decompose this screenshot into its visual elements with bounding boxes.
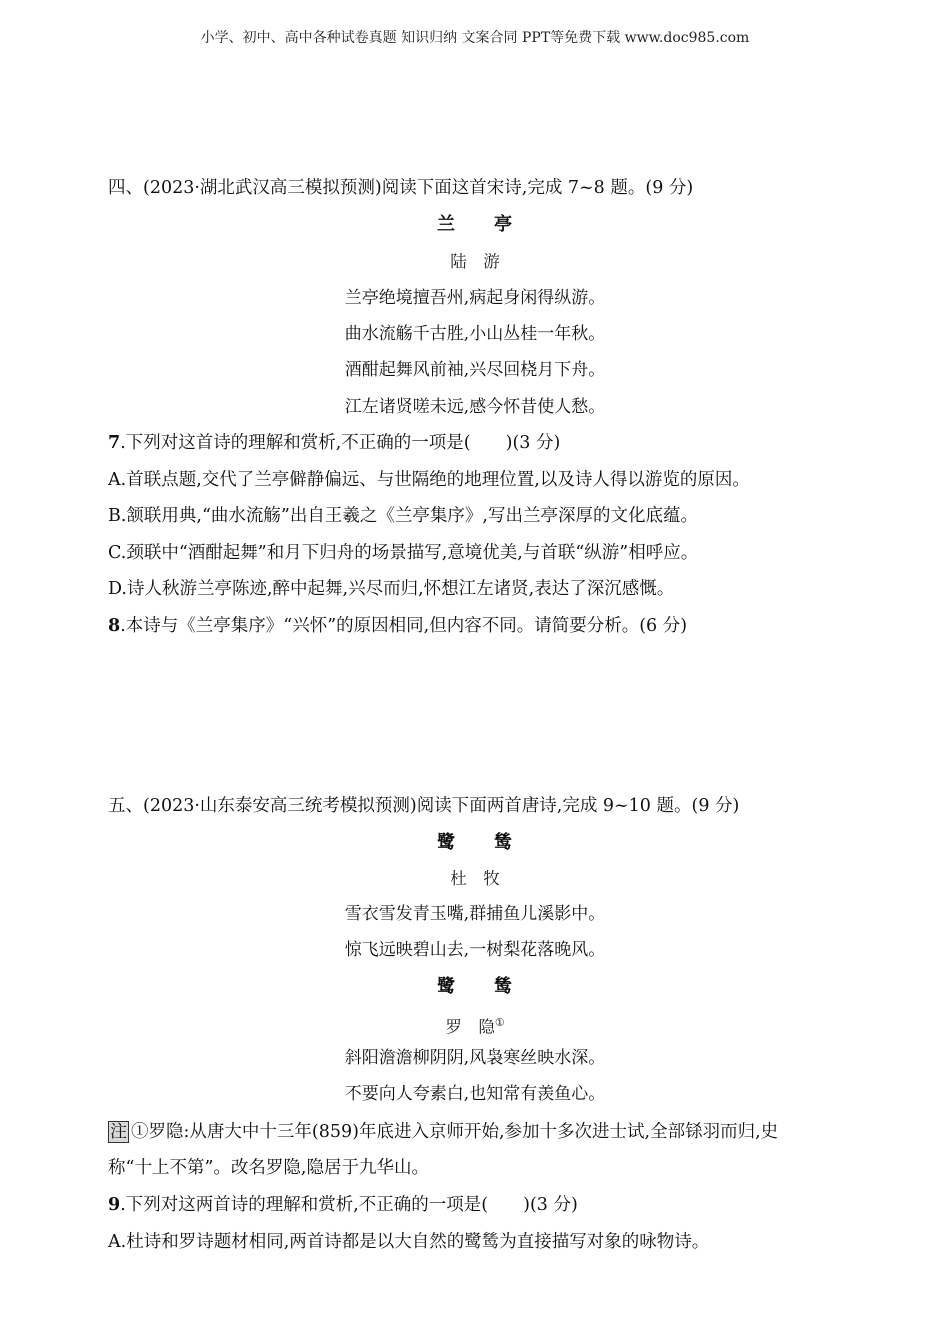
option-a: A.杜诗和罗诗题材相同,两首诗都是以大自然的鹭鸶为直接描写对象的咏物诗。 xyxy=(108,1232,710,1252)
page-header: 小学、初中、高中各种试卷真题 知识归纳 文案合同 PPT等免费下载 www.doc985.com xyxy=(200,30,750,46)
option-c: C.颈联中“酒酣起舞”和月下归舟的场景描写,意境优美,与首联“纵游”相呼应。 xyxy=(108,543,699,563)
question-text: .下列对这首诗的理解和赏析,不正确的一项是( )(3 分) xyxy=(120,433,561,453)
question-text: .下列对这两首诗的理解和赏析,不正确的一项是( )(3 分) xyxy=(120,1195,578,1215)
note-label: 注 xyxy=(110,1122,127,1142)
poem-line: 雪衣雪发青玉嘴,群捕鱼儿溪影中。 xyxy=(344,904,606,924)
question-9 xyxy=(108,1193,848,1217)
option-b: B.颔联用典,“曲水流觞”出自王羲之《兰亭集序》,写出兰亭深厚的文化底蕴。 xyxy=(108,506,698,526)
question-number: 8 xyxy=(108,616,121,636)
poem-line: 曲水流觞千古胜,小山丛桂一年秋。 xyxy=(344,324,606,344)
author-name: 罗 隐 xyxy=(445,1017,495,1037)
poem-line: 斜阳澹澹柳阴阴,风袅寒丝映水深。 xyxy=(344,1048,606,1068)
section4-heading: 四、(2023·湖北武汉高三模拟预测)阅读下面这首宋诗,完成 7~8 题。(9 分) xyxy=(108,178,694,198)
poem-line: 不要向人夸素白,也知常有羡鱼心。 xyxy=(344,1084,606,1104)
poem-line: 惊飞远映碧山去,一树梨花落晚风。 xyxy=(344,940,606,960)
note-text: ①罗隐:从唐大中十三年(859)年底进入京师开始,参加十多次进士试,全部铩羽而归,史 xyxy=(131,1122,779,1142)
footnote-continued: 称“十上不第”。改名罗隐,隐居于九华山。 xyxy=(108,1158,429,1178)
section5-heading: 五、(2023·山东泰安高三统考模拟预测)阅读下面两首唐诗,完成 9~10 题。(9 分) xyxy=(108,796,740,816)
question-7 xyxy=(108,431,848,455)
footnote-mark: ① xyxy=(494,1016,505,1029)
poem-title-lanting: 兰 亭 xyxy=(437,214,513,235)
poem-title-lusi-2: 鹭 鸶 xyxy=(437,976,513,997)
poem-author-dumu: 杜 牧 xyxy=(450,869,500,888)
question-number: 7 xyxy=(108,433,121,453)
footnote xyxy=(108,1120,848,1144)
option-a: A.首联点题,交代了兰亭僻静偏远、与世隔绝的地理位置,以及诗人得以游览的原因。 xyxy=(108,470,750,490)
poem-title-lusi-1: 鹭 鸶 xyxy=(437,832,513,853)
question-number: 9 xyxy=(108,1195,121,1215)
poem-line: 酒酣起舞风前袖,兴尽回桡月下舟。 xyxy=(344,360,606,380)
poem-line: 兰亭绝境擅吾州,病起身闲得纵游。 xyxy=(344,288,606,308)
option-d: D.诗人秋游兰亭陈迹,醉中起舞,兴尽而归,怀想江左诸贤,表达了深沉感慨。 xyxy=(108,579,675,599)
poem-author-luyou: 陆 游 xyxy=(450,252,500,271)
question-text: .本诗与《兰亭集序》“兴怀”的原因相同,但内容不同。请简要分析。(6 分) xyxy=(120,616,688,636)
question-8 xyxy=(108,614,848,638)
poem-line: 江左诸贤嗟未远,感今怀昔使人愁。 xyxy=(344,397,606,417)
poem-author-luoyin xyxy=(108,1011,842,1040)
